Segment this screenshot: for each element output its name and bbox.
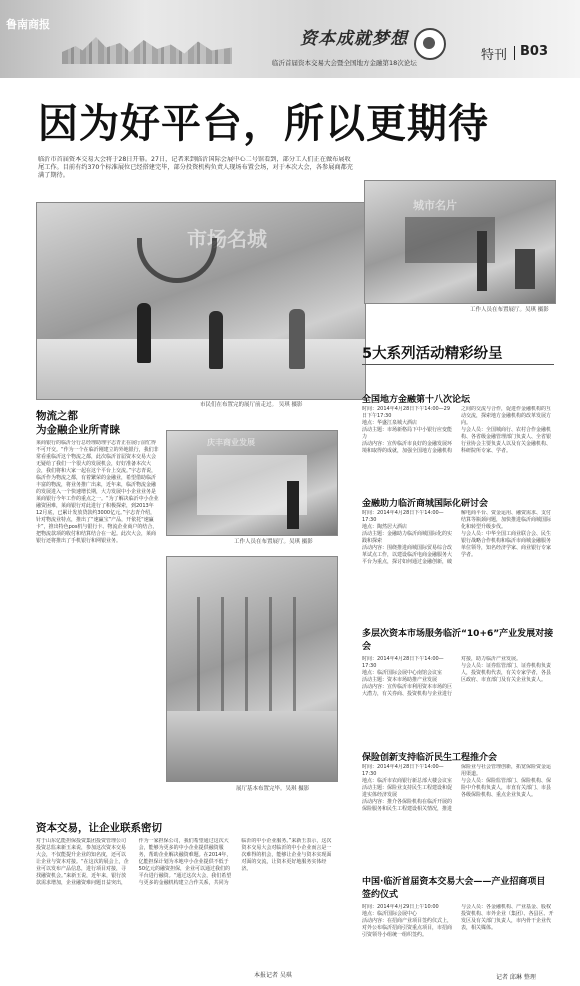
page-number: B03 <box>520 44 548 59</box>
mid-photo: 庆丰商业发展 <box>166 430 338 536</box>
event1-attendees: 与会人员：全国城商行、农村合作金融机构、各省级金融管理部门负责人、全省银行业协会主要负责人以及有关金融机构、科研院所专家、学者。 <box>461 427 552 454</box>
event1-place: 地点：华盛江泉城大酒店 <box>362 420 418 426</box>
event3-content: 活动内容：宣传临沂市利用资本市场的巨大潜力，有关券商、投资机构与企业进行对接，助力临沂产业发展。 <box>362 656 522 697</box>
article2-body: 对于山东亿能担保投资集团投资管理公司投资总监来新玉来说，参加这次资本交易大会，不仅能提升企业的知名度，还可以让企业与资本对接。“在这次的展会上，企业可以发布产品信息，进行项目对接，寻找融资机会。”来新玉说，近年来，银行放款需求增加，企业融资难问题日益突出，作为一家担保公司，我们希望通过这次大会，能够为更多的中小企业提供融资服务，帮助企业解决融资难题。在2014年，亿能担保计划为本地中小企业提供不低于50亿元的融资担保，企业可以通过我们的平台进行融资。“通过这次大会，我们希望与更多的金融机构建立合作关系，共同为临沂的中小企业服务。”来新玉表示，这次资本交易大会对临沂的中小企业而言是一次难得的机会，能够让企业与资本实现面对面的交流，让资本更好地服务实体经济。 <box>36 838 332 886</box>
main-photo-caption: 市民们在布置完的展厅前走过。 吴琪 摄影 <box>200 402 303 408</box>
event5-attendees: 与会人员：各金融机构、产业基金、股权投资机构、市外企业（集团）、各县区、开发区及有关部门负责人，市内骨干企业代表，相关媒体。 <box>461 904 554 931</box>
event1-time: 时间：2014年4月28日下午14:00—29日下午17:30 <box>362 406 451 419</box>
lead-paragraph: 临沂市首届资本交易大会将于28日开幕。27日，记者来到临沂国际会展中心二号馆看到，部分工人们正在做布展收尾工作。目前有约370个标准展位已经搭建完毕，部分投资机构负责人现场布置会场，对于本次大会，各参展商都充满了期待。 <box>38 156 353 179</box>
conference-seal-icon <box>414 28 446 60</box>
event3-theme: 活动主题：资本市场助推产业发展 <box>362 677 438 683</box>
section-divider <box>514 46 515 60</box>
top-right-photo-caption: 工作人员在布置展厅。吴琪 摄影 <box>470 307 549 313</box>
article2-byline: 本报记者 吴琪 <box>254 972 292 979</box>
events-byline: 记者 邱琳 整理 <box>496 974 536 981</box>
main-photo: 市场名城 <box>36 202 366 400</box>
event1-title: 全国地方金融第十八次论坛 <box>362 395 471 405</box>
event4-theme: 活动主题：保险业支持民生工程建设和促进实体经济发展 <box>362 785 453 798</box>
event4-details <box>362 764 554 864</box>
event3-place: 地点：临沂国际会展中心南馆会议室 <box>362 670 443 676</box>
event2-time: 时间：2014年4月28日下午14:00—17:30 <box>362 510 444 523</box>
event3-details <box>362 656 554 740</box>
event3-attendees: 与会人员：证券监管部门、证券机构负责人，投资机构代表，有关专家学者，各县区政府、市直部门及有关企业负责人。 <box>461 663 552 683</box>
events-section-title: 5大系列活动精彩纷呈 <box>362 346 503 362</box>
event2-title: 金融助力临沂商城国际化研讨会 <box>362 499 489 509</box>
event2-content: 活动内容：围绕推进商城国际贸易综合改革试点工作，以建设临沂电商金融服务大平台为重点，探讨如何通过金融创新，破解电商平台、资金运用、融资需求、支付结算等瓶颈问题，加快推进临沂商城国际化和转型升级步伐。 <box>362 510 552 565</box>
article1-body: 莱商银行的临沂分行总经理助理宇志青正在展厅前忙得不可开交。“作为一个在临沂刚建立的外地银行，我们非常看重临沂这个物流之都，此次临沂首届资本交易大会无疑给了我们一个很大的发展机会，好好准备本次大会，我们将和大家一起在这个平台上交流。”宇志青说，临沂作为物流之都，有着繁荣的金融业，希望借助临沂丰富的物流，将业务推广出来，近年来，临沂物流金融的发展进入一个快速增长期，大力发展中小企业业务是莱商银行今年工作的重点之一。“为了解决临沂中小企业融资困难，莱商银行对此进行了积极探索，到2013年12月底，已累计发放贷款约3000亿元。”宇志青介绍，针对物流业特点，推出了“速赢宝”产品，开依托“速赢卡”，推出特色pos机与银行卡、物流企业商户的结合，把物流款项的收付和结算结合在一起。此次大会，莱商银行还将推出了手机银行和网银业务。 <box>36 440 159 544</box>
event3-time: 时间：2014年4月28日下午14:00—17:30 <box>362 656 444 669</box>
masthead-bar <box>0 0 580 78</box>
events-title-underline <box>362 364 554 365</box>
bottom-photo-caption: 展厅基本布置完毕。吴琪 摄影 <box>236 786 310 792</box>
event2-details <box>362 510 554 614</box>
section-label: 特刊 <box>481 48 508 63</box>
event3-title: 多层次资本市场服务临沂“10+6”产业发展对接会 <box>362 629 554 652</box>
event1-theme: 活动主题：市场新格局下中小银行应变能力 <box>362 427 453 440</box>
event5-time: 时间：2014年4月29日上午10:00 <box>362 904 439 910</box>
event4-place: 地点：临沂市农商银行新总部大楼会议室 <box>362 778 453 784</box>
article1-title-line2: 为金融企业所青睐 <box>36 424 120 436</box>
event5-title: 中国·临沂首届资本交易大会——产业招商项目签约仪式 <box>362 877 546 900</box>
mid-photo-caption: 工作人员在布置展厅。吴琪 摄影 <box>234 539 313 545</box>
paper-name: 鲁南商报 <box>6 18 50 31</box>
conference-subtitle: 临沂首届资本交易大会暨全国地方金融第18次论坛 <box>272 59 417 67</box>
event4-attendees: 与会人员：保险监管部门、保险机构、保险中介机构负责人，市直有关部门、市县各级保险机构、重点企业负责人。 <box>461 778 552 798</box>
event2-theme: 活动主题：金融助力临沂商城国际化的实践和探索 <box>362 531 453 544</box>
bottom-photo <box>166 556 338 782</box>
article1-title-line1: 物流之都 <box>36 410 78 422</box>
top-right-photo: 城市名片 <box>364 180 556 304</box>
event4-title: 保险创新支持临沂民生工程推介会 <box>362 753 498 763</box>
headline: 因为好平台，所以更期待 <box>38 101 489 147</box>
theme-logo: 资本成就梦想 <box>300 29 408 49</box>
event2-place: 地点：陶然居大酒店 <box>362 524 408 530</box>
event5-details <box>362 904 554 968</box>
event4-time: 时间：2014年4月28日下午14:00—17:30 <box>362 764 444 777</box>
event1-details <box>362 406 554 472</box>
event4-content: 活动内容：推介各保险机构在临沂开展的保险服务和民生工程建设相关情况，推进保险业与社会管理创新，拓宽保险资金运用渠道。 <box>362 764 552 812</box>
event5-content: 活动内容：在招商产业项目签约仪式上，对外公布临沂招商引资重点项目，市招商引资领导小组统一组织签约。 <box>362 918 453 938</box>
event2-attendees: 与会人员：中华全国工商业联合会、民生银行战略合作机构和临沂市商城金融服务单位领导，知名经济学家、商业银行专家学者。 <box>461 531 552 558</box>
event5-place: 地点：临沂国际会展中心 <box>362 911 418 917</box>
skyline-image <box>62 34 232 64</box>
event1-content: 活动内容：宣传临沂市良好的金融发展环境和取得的成就，加强全国地方金融机构之间的交流与合作，促进作金融机构的互动交流，探索地方金融机构的改革发展方向。 <box>362 406 552 454</box>
article2-title: 资本交易，让企业联系密切 <box>36 822 162 834</box>
